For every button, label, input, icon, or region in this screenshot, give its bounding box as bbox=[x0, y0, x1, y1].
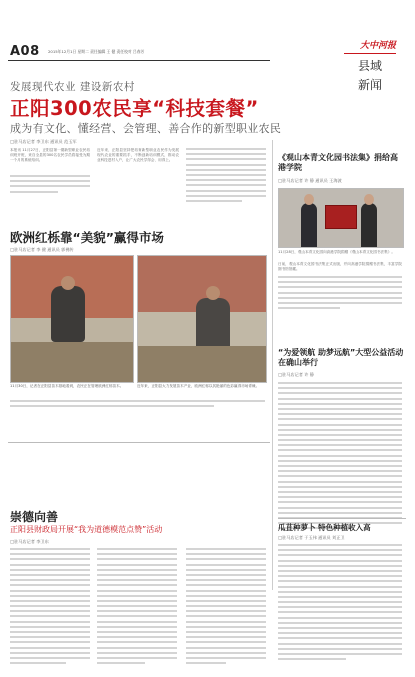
worker-figure-right bbox=[196, 298, 230, 350]
feature-byline: □驻马店记者 李 健 通讯员 郭佛传 bbox=[10, 247, 74, 252]
bottom-left-subhead: 正阳县财政局开展“我为道德模范点赞”活动 bbox=[10, 525, 163, 534]
ground bbox=[11, 342, 133, 382]
lead-text-col-1 bbox=[10, 175, 90, 196]
lead-subhead: 成为有文化、懂经营、会管理、善合作的新型职业农民 bbox=[10, 122, 282, 135]
sidebar-byline: □驻马店记者 许 静 通讯员 王海波 bbox=[278, 178, 342, 183]
bottom-right-headline: 瓜苴种萝卜 特色种植收入高 bbox=[278, 523, 371, 532]
worker-head bbox=[61, 276, 75, 290]
lead-text-col-3 bbox=[186, 148, 266, 205]
sidebar-photo bbox=[278, 188, 404, 248]
lead-paragraph-1: 本报讯 11月27日，正阳县第一期新型职业农民培训班开班，来自全县的300名农民学员将接受为期一个月的系统培训。 bbox=[10, 148, 90, 163]
sidebar-headline: 《观山本青文化园书法集》捐给高港学院 bbox=[278, 153, 398, 172]
feature-caption-right: 近年来，正阳县大力发展苗木产业，欧洲红栎以其艳丽的色彩赢得市场青睐。 bbox=[137, 384, 260, 388]
sidebar-text bbox=[278, 276, 402, 312]
person-figure-left bbox=[301, 203, 317, 247]
feature-headline: 欧洲红栎靠“美貌”赢得市场 bbox=[10, 230, 164, 245]
bottom-left-col-1 bbox=[10, 548, 90, 667]
bottom-left-col-2 bbox=[97, 548, 177, 667]
feature-caption-lines bbox=[10, 400, 265, 410]
person-figure-right bbox=[361, 203, 377, 247]
bottom-right-text bbox=[278, 544, 402, 663]
newspaper-logo: 大中河报 bbox=[359, 41, 396, 51]
bottom-left-rule bbox=[8, 442, 270, 443]
worker-head-right bbox=[206, 286, 220, 300]
worker-figure bbox=[51, 286, 85, 342]
column-divider bbox=[272, 140, 273, 590]
lead-kicker: 发展现代农业 建设新农村 bbox=[10, 81, 135, 93]
ground-right bbox=[138, 346, 266, 382]
certificate bbox=[325, 205, 357, 229]
section-name-2: 新闻 bbox=[357, 78, 382, 92]
campaign-text bbox=[278, 382, 402, 532]
campaign-byline: □驻马店记者 许 静 bbox=[278, 372, 314, 377]
bottom-right-byline: □驻马店记者 于玉伟 通讯员 刘正卫 bbox=[278, 535, 345, 540]
lead-paragraph-2: 近年来，正阳县坚持把培育新型职业农民作为发展现代农业的重要抓手，不断创新培训模式，推动农业科技进村入户，让广大农民学得会、用得上。 bbox=[97, 148, 179, 163]
person-head-left bbox=[304, 194, 314, 205]
lead-byline: □驻马店记者 李卫东 通讯员 范玉军 bbox=[10, 139, 77, 144]
header-rule bbox=[8, 60, 270, 61]
feature-caption-left: 11月30日，记者在正阳县苗木基地看到，农民正在管理欧洲红栎苗木。 bbox=[10, 384, 124, 388]
bottom-left-col-3 bbox=[186, 548, 266, 667]
bottom-left-headline: 崇德向善 bbox=[10, 510, 59, 524]
logo-rule bbox=[344, 53, 396, 54]
feature-photo-left bbox=[10, 255, 134, 383]
sidebar-caption: 11月28日，观山本青文化园向高港学院捐赠《观山本青文化园书法集》。 bbox=[278, 250, 395, 254]
date-line: 2015年12月1日 星期二 责任编辑 王 健 责任校对 吕春芳 bbox=[48, 49, 145, 54]
campaign-headline: “为爱领航 助梦远航”大型公益活动在确山举行 bbox=[278, 348, 404, 367]
sidebar-paragraph: 日前，观山本青文化园书法集正式出版，并向高港学院捐赠书法集，丰富学院图书馆馆藏。 bbox=[278, 262, 402, 272]
bottom-right-rule bbox=[278, 518, 406, 519]
bottom-left-byline: □驻马店记者 李卫东 bbox=[10, 539, 49, 544]
section-name-1: 县域 bbox=[357, 59, 382, 73]
lead-headline: 正阳300农民享“科技套餐” bbox=[10, 97, 259, 120]
feature-photo-right bbox=[137, 255, 267, 383]
page-code: A08 bbox=[10, 44, 40, 59]
masthead-logo-block bbox=[336, 38, 396, 98]
person-head-right bbox=[364, 194, 374, 205]
